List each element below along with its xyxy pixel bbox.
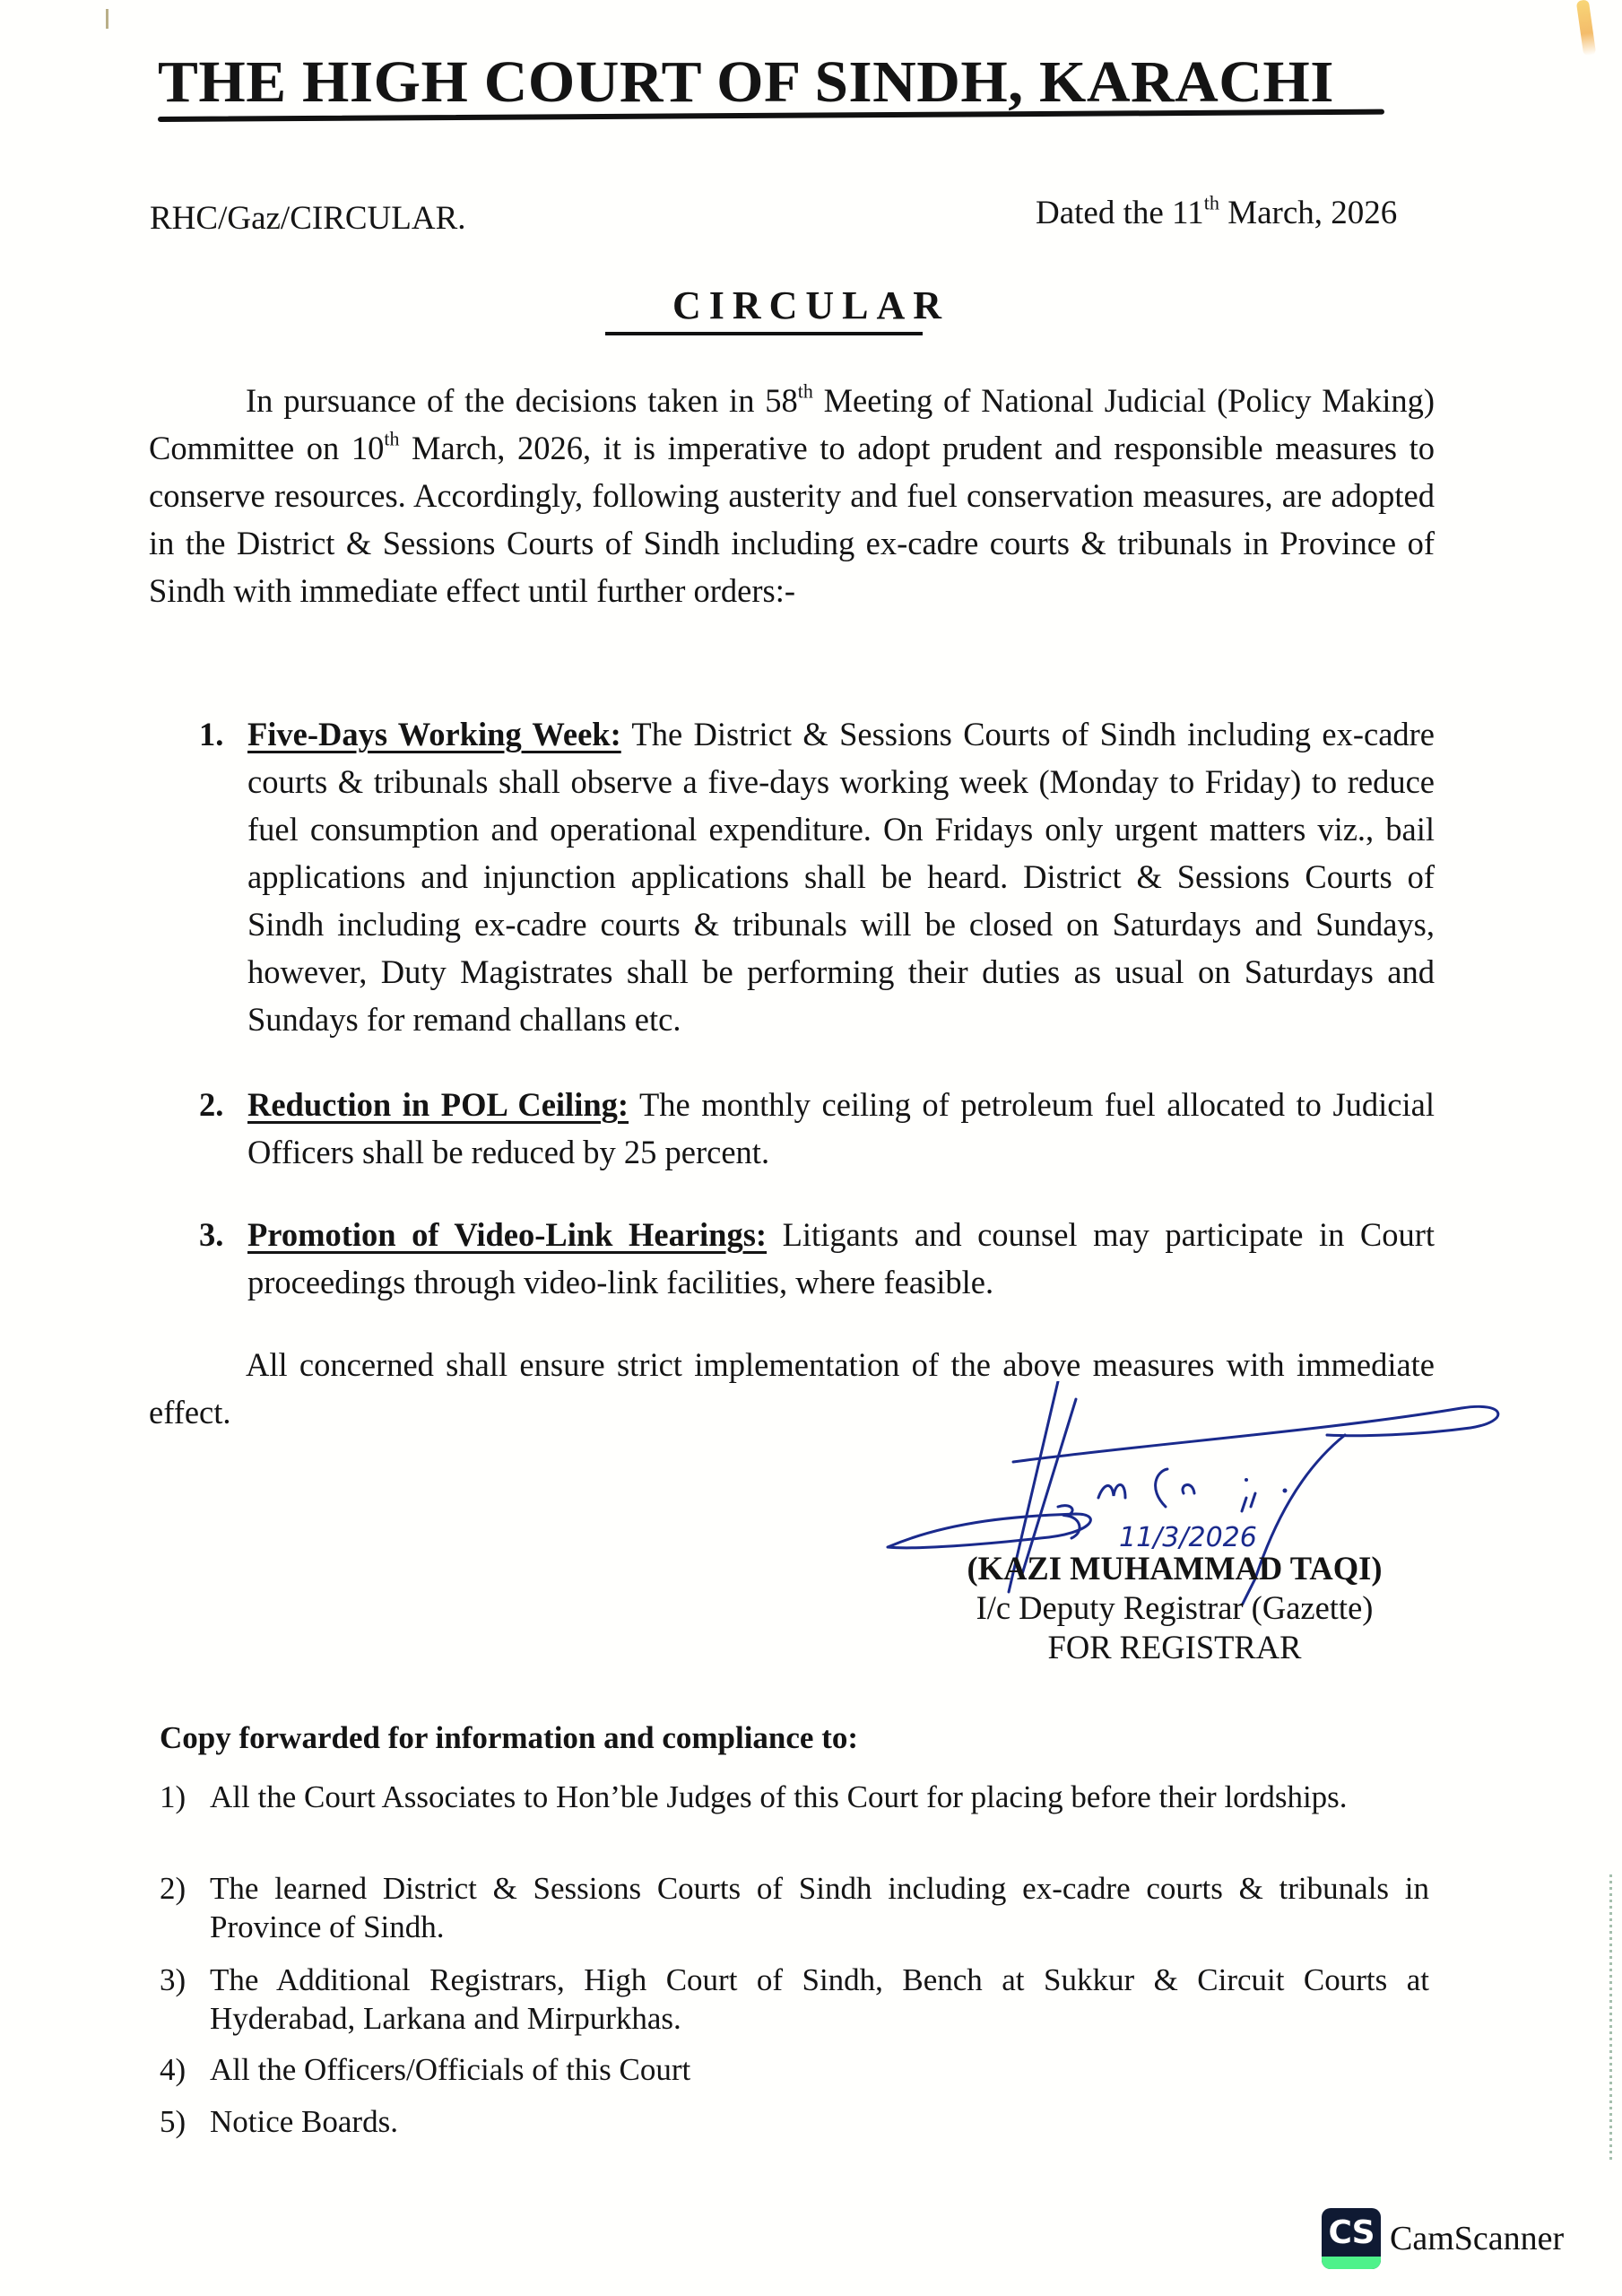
court-title: THE HIGH COURT OF SINDH, KARACHI: [158, 49, 1334, 115]
copy-number: 3): [160, 1962, 186, 1997]
date-ordinal: th: [1203, 191, 1219, 214]
intro-text: March, 2026, it is imperative to adopt prudent and responsible measures to conserve resources. Accordingly, following austerity and fuel conservation measures, are adopted in the District & Sessions Courts of Sindh including ex-cadre courts & tribunals in Province of Sindh with immediate effect until further orders:-: [149, 430, 1435, 609]
ordinal: th: [797, 379, 813, 403]
measure-number: 3.: [199, 1216, 224, 1253]
measure-text: The monthly ceiling of petroleum fuel allocated to Judicial Officers shall be reduced by 25 percent.: [247, 1086, 1435, 1170]
camscanner-watermark: [1322, 2208, 1564, 2269]
paper-stain: [1576, 0, 1596, 57]
intro-text: In pursuance of the decisions taken in 58: [246, 382, 798, 419]
signatory-designation: I/c Deputy Registrar (Gazette): [976, 1589, 1374, 1626]
measure-heading: Five-Days Working Week:: [247, 716, 621, 752]
copy-text: All the Court Associates to Hon’ble Judges of this Court for placing before their lordships.: [210, 1779, 1348, 1814]
scan-mark: [106, 9, 108, 29]
measure-text: Litigants and counsel may participate in Court proceedings through video-link facilities, where feasible.: [247, 1216, 1436, 1300]
copy-text: Notice Boards.: [210, 2104, 398, 2139]
measure-heading: Promotion of Video-Link Hearings:: [247, 1216, 768, 1253]
reference-number: RHC/Gaz/CIRCULAR.: [150, 200, 466, 237]
copy-number: 5): [160, 2104, 186, 2139]
camscanner-logo-letters: CS: [1328, 2214, 1375, 2251]
copy-text: The learned District & Sessions Courts of Sindh including ex-cadre courts & tribunals in Province of Sindh.: [210, 1871, 1429, 1944]
closing-paragraph: All concerned shall ensure strict implementation of the above measures with immediate effect.: [149, 1346, 1435, 1431]
document-date: [1036, 191, 1398, 232]
signatory-block: [932, 1549, 1417, 1667]
measure-number: 1.: [199, 716, 224, 752]
date-day: Dated the 11: [1036, 195, 1204, 231]
intro-paragraph: [149, 377, 1435, 614]
measure-body: [247, 710, 1435, 1043]
date-month-year: March, 2026: [1219, 195, 1398, 231]
copy-text: The Additional Registrars, High Court of Sindh, Bench at Sukkur & Circuit Courts at Hyderabad, Larkana and Mirpurkhas.: [210, 1962, 1429, 2036]
copy-forwarded-heading: Copy forwarded for information and compliance to:: [160, 1720, 859, 1755]
copy-number: 2): [160, 1871, 186, 1906]
measure-body: [247, 1081, 1435, 1176]
copy-text: All the Officers/Officials of this Court: [210, 2052, 691, 2087]
signatory-name: (KAZI MUHAMMAD TAQI): [967, 1550, 1383, 1587]
ordinal: th: [384, 427, 400, 450]
circular-heading: CIRCULAR: [672, 283, 950, 327]
copy-number: 1): [160, 1779, 186, 1814]
scan-edge-artifact: [1609, 1874, 1612, 2161]
signature-date: 11/3/2026: [1119, 1522, 1257, 1553]
intro-text: Meeting of National Judicial (Policy Making) Committee on 10: [149, 382, 1436, 466]
measure-heading: Reduction in POL Ceiling:: [247, 1086, 629, 1123]
camscanner-logo-icon: [1322, 2208, 1381, 2269]
heading-underline: [605, 332, 923, 335]
camscanner-label: CamScanner: [1390, 2220, 1565, 2257]
signatory-for: FOR REGISTRAR: [1047, 1629, 1302, 1665]
measure-body: [247, 1211, 1435, 1306]
measure-number: 2.: [199, 1086, 224, 1123]
measure-text: The District & Sessions Courts of Sindh including ex-cadre courts & tribunals shall observe a five-days working week (Monday to Friday) to reduce fuel consumption and operational expenditure. On Fridays only urgent matters viz., bail applications and injunction applications shall be heard. District & Sessions Courts of Sindh including ex-cadre courts & tribunals will be closed on Saturdays and Sundays, however, Duty Magistrates shall be performing their duties as usual on Saturdays and Sundays for remand challans etc.: [247, 716, 1435, 1038]
copy-number: 4): [160, 2052, 186, 2087]
